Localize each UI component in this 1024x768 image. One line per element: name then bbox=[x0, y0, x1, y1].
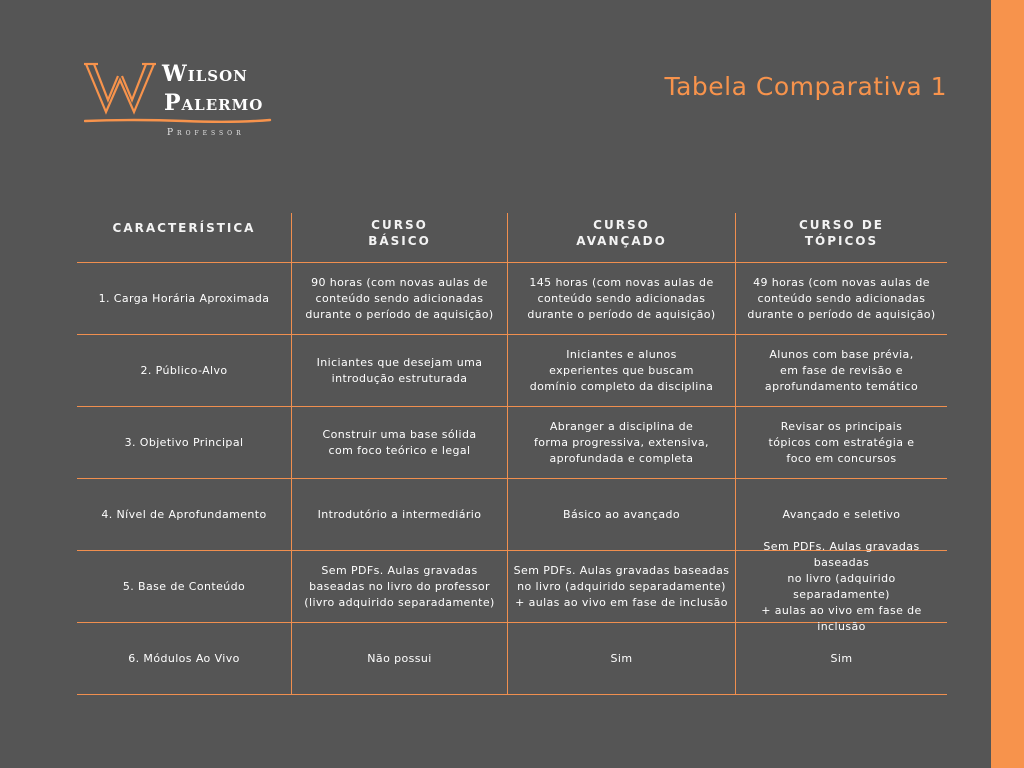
table-row bbox=[77, 334, 947, 406]
row-feature: 5. Base de Conteúdo bbox=[122, 579, 246, 593]
brand-logo bbox=[84, 58, 274, 148]
cell-avancado: Abranger a disciplina de forma progressiva, extensiva, aprofundada e completa bbox=[507, 407, 735, 478]
comparison-table bbox=[77, 213, 947, 695]
brand-name-line2: Palermo bbox=[164, 90, 264, 116]
table-row bbox=[77, 622, 947, 695]
row-feature: 2. Público-Alvo bbox=[140, 363, 228, 377]
row-feature: 6. Módulos Ao Vivo bbox=[128, 651, 240, 665]
cell-avancado: 145 horas (com novas aulas de conteúdo sendo adicionadas durante o período de aquisição) bbox=[507, 263, 735, 334]
row-feature: 1. Carga Horária Aproximada bbox=[98, 291, 270, 305]
cell-basico: Construir uma base sólida com foco teórico e legal bbox=[291, 407, 507, 478]
header-curso-basico: CURSO BÁSICO bbox=[291, 213, 507, 262]
table-row bbox=[77, 262, 947, 334]
cell-topicos: 49 horas (com novas aulas de conteúdo sendo adicionadas durante o período de aquisição) bbox=[735, 263, 947, 334]
cell-basico: Sem PDFs. Aulas gravadas baseadas no livro do professor (livro adquirido separadamente) bbox=[291, 551, 507, 622]
cell-basico: Iniciantes que desejam uma introdução estruturada bbox=[291, 335, 507, 406]
brand-name bbox=[162, 60, 263, 118]
brand-name-line1: Wilson bbox=[162, 61, 248, 87]
row-feature: 4. Nível de Aprofundamento bbox=[101, 507, 267, 521]
header-caracteristica: CARACTERÍSTICA bbox=[112, 220, 256, 235]
side-accent-stripe bbox=[991, 0, 1024, 768]
cell-avancado: Iniciantes e alunos experientes que buscam domínio completo da disciplina bbox=[507, 335, 735, 406]
header-curso-topicos: CURSO DE TÓPICOS bbox=[735, 213, 947, 262]
cell-avancado: Básico ao avançado bbox=[507, 479, 735, 550]
row-feature: 3. Objetivo Principal bbox=[124, 435, 244, 449]
cell-topicos: Alunos com base prévia, em fase de revisão e aprofundamento temático bbox=[735, 335, 947, 406]
table-row bbox=[77, 539, 947, 633]
cell-avancado: Sem PDFs. Aulas gravadas baseadas no livro (adquirido separadamente) + aulas ao vivo em fase de inclusão bbox=[507, 551, 735, 622]
cell-basico: 90 horas (com novas aulas de conteúdo sendo adicionadas durante o período de aquisição) bbox=[291, 263, 507, 334]
cell-topicos: Sim bbox=[735, 623, 947, 694]
w-monogram-icon bbox=[84, 60, 156, 116]
brand-subtitle: Professor bbox=[167, 128, 245, 138]
cell-topicos: Avançado e seletivo bbox=[735, 479, 947, 550]
cell-basico: Introdutório a intermediário bbox=[291, 479, 507, 550]
cell-topicos: Sem PDFs. Aulas gravadas baseadas no livro (adquirido separadamente) + aulas ao vivo em fase de inclusão bbox=[735, 551, 947, 622]
table-row bbox=[77, 406, 947, 478]
header-curso-avancado: CURSO AVANÇADO bbox=[507, 213, 735, 262]
brush-underline-icon bbox=[84, 118, 274, 124]
table-header-row bbox=[77, 213, 947, 262]
cell-avancado: Sim bbox=[507, 623, 735, 694]
page-title: Tabela Comparativa 1 bbox=[664, 72, 947, 101]
cell-basico: Não possui bbox=[291, 623, 507, 694]
cell-topicos: Revisar os principais tópicos com estratégia e foco em concursos bbox=[735, 407, 947, 478]
